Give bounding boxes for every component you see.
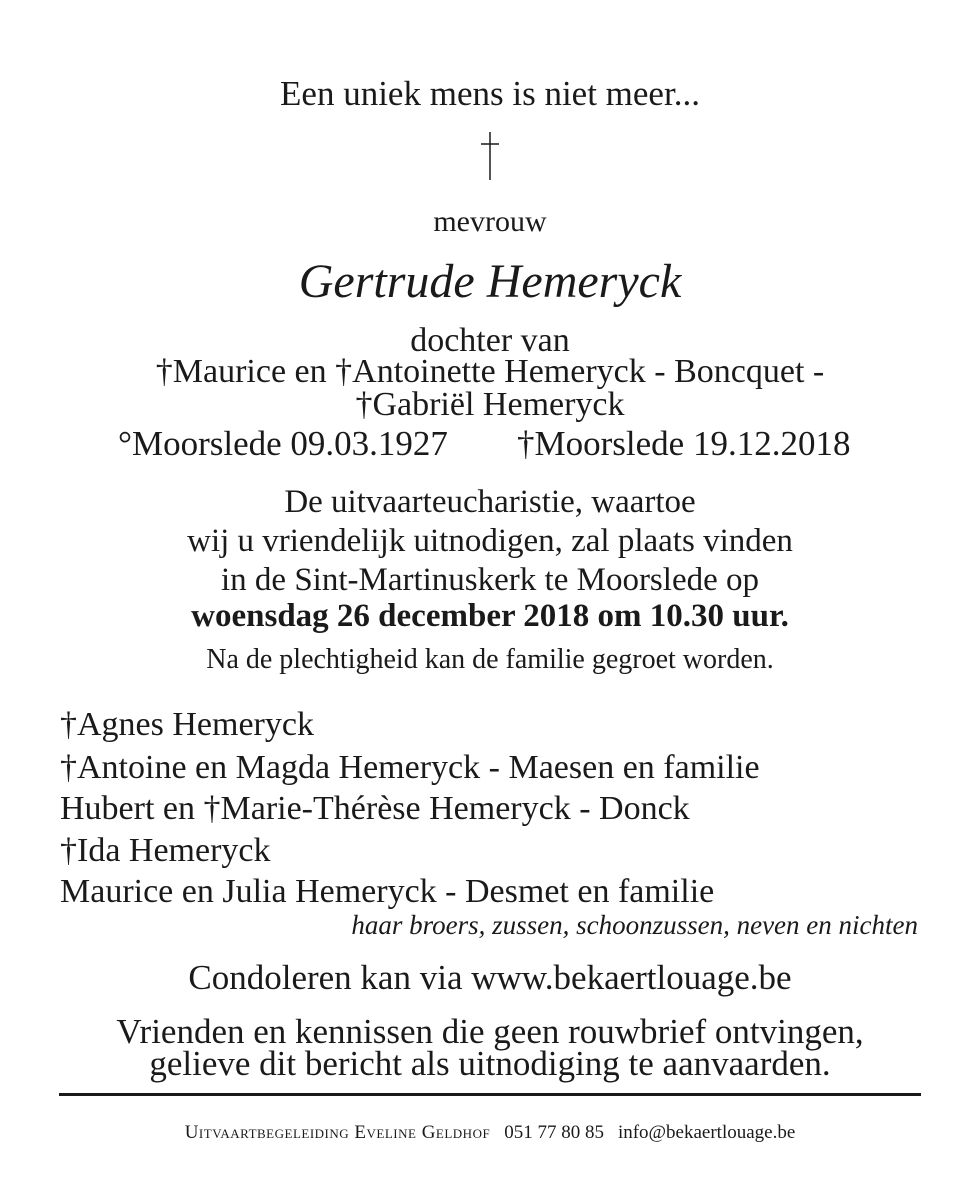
service-note: Na de plechtigheid kan de familie gegroet worden. bbox=[206, 644, 774, 675]
service-line-3: in de Sint-Martinuskerk te Moorslede op bbox=[221, 562, 759, 598]
closing-line-1: Vrienden en kennissen die geen rouwbrief ontvingen, bbox=[116, 1012, 864, 1051]
service-line-1: De uitvaarteucharistie, waartoe bbox=[284, 484, 696, 520]
death-date: †Moorslede 19.12.2018 bbox=[517, 424, 851, 463]
deceased-name: Gertrude Hemeryck bbox=[298, 255, 682, 308]
parents-names: †Maurice en †Antoinette Hemeryck - Boncquet - bbox=[155, 353, 825, 390]
service-line-2: wij u vriendelijk uitnodigen, zal plaats vinden bbox=[187, 523, 793, 559]
cross-icon bbox=[480, 132, 500, 180]
relative-line: †Antoine en Magda Hemeryck - Maesen en familie bbox=[60, 749, 760, 786]
footer-company: Uitvaartbegeleiding Eveline Geldhof bbox=[184, 1122, 491, 1143]
birth-date: °Moorslede 09.03.1927 bbox=[118, 424, 448, 463]
relation-caption: haar broers, zussen, schoonzussen, neven en nichten bbox=[351, 910, 918, 940]
title-prefix: mevrouw bbox=[433, 205, 547, 238]
footer-phone: 051 77 80 85 bbox=[504, 1122, 604, 1143]
footer bbox=[0, 1122, 980, 1144]
relative-line: Hubert en †Marie-Thérèse Hemeryck - Donck bbox=[60, 790, 690, 827]
closing-line-2: gelieve dit bericht als uitnodiging te aanvaarden. bbox=[149, 1044, 831, 1083]
intro-text: Een uniek mens is niet meer... bbox=[280, 74, 700, 113]
relative-line: †Agnes Hemeryck bbox=[60, 706, 314, 743]
relative-line: †Ida Hemeryck bbox=[60, 832, 271, 869]
service-datetime: woensdag 26 december 2018 om 10.30 uur. bbox=[191, 598, 789, 634]
parents-names-cont: †Gabriël Hemeryck bbox=[355, 386, 625, 423]
footer-email: info@bekaertlouage.be bbox=[617, 1122, 796, 1143]
divider bbox=[59, 1093, 921, 1096]
relative-line: Maurice en Julia Hemeryck - Desmet en familie bbox=[60, 873, 715, 910]
condolences-text: Condoleren kan via www.bekaertlouage.be bbox=[188, 958, 792, 997]
parents-intro: dochter van bbox=[410, 322, 570, 359]
